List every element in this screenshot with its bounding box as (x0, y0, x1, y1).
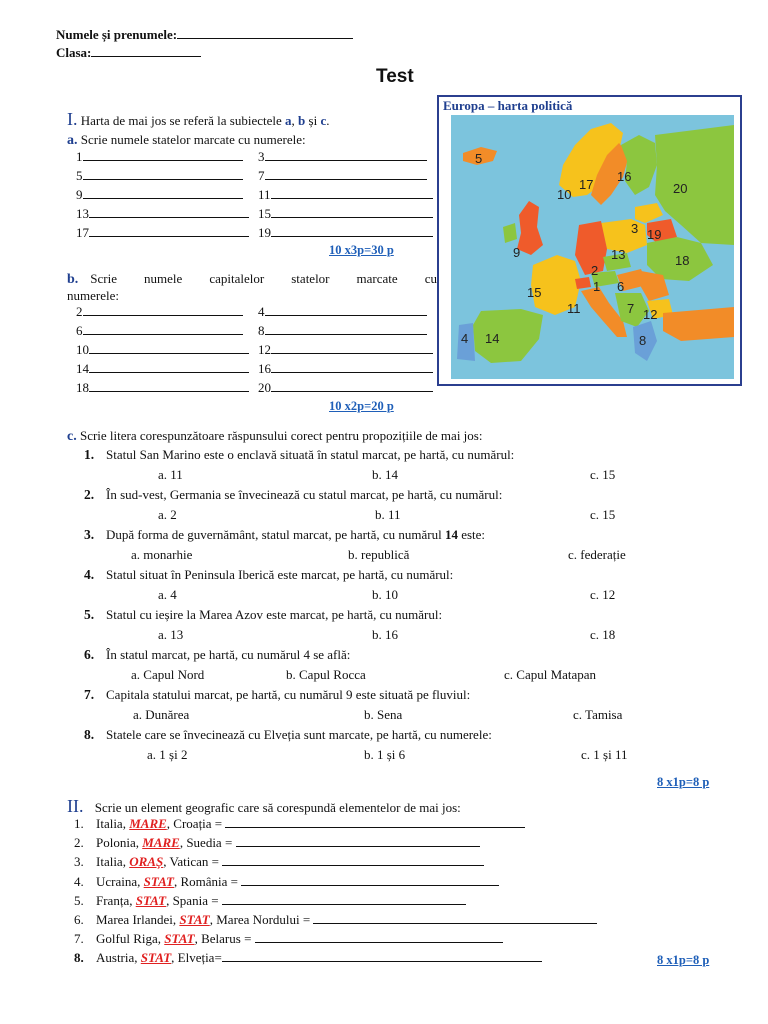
map-label-17: 17 (579, 177, 594, 192)
analogy-first-term: Austria, (96, 950, 141, 965)
question-text: Statul cu ieșire la Marea Azov este marcat, pe hartă, cu numărul: (106, 607, 443, 622)
capital-name-blank[interactable] (83, 324, 243, 335)
state-name-blank[interactable] (271, 226, 433, 237)
region-switzerland (575, 277, 591, 289)
question-number: 1. (84, 447, 95, 462)
answer-option-a[interactable]: a. 13 (158, 627, 184, 642)
answer-option-a[interactable]: a. 11 (158, 467, 183, 482)
subsection-c-text: Scrie litera corespunzătoare răspunsului corect pentru propozițiile de mai jos: (79, 428, 483, 443)
question-text: Statul San Marino este o enclavă situată în statul marcat, pe hartă, cu numărul: (106, 447, 515, 462)
analogy-second-term: , Vatican = (163, 854, 223, 869)
answer-option-c[interactable]: c. 1 și 11 (581, 747, 628, 762)
europe-map-svg (451, 115, 734, 379)
map-label-10: 10 (557, 187, 572, 202)
question-row (84, 607, 442, 623)
class-label: Clasa: (56, 45, 92, 60)
subsection-a-heading (67, 132, 306, 149)
answer-option-a[interactable]: a. monarhie (131, 547, 193, 562)
state-name-row (258, 187, 433, 203)
capital-name-blank[interactable] (265, 305, 427, 316)
map-label-7: 7 (627, 301, 635, 316)
map-label-20: 20 (673, 181, 688, 196)
map-label-12: 12 (643, 307, 658, 322)
map-label-13: 13 (611, 247, 626, 262)
name-label: Numele și prenumele: (56, 27, 178, 42)
capital-name-row (76, 380, 249, 396)
question-text-end: este: (457, 527, 486, 542)
map-label-16: 16 (617, 169, 632, 184)
answer-option-c[interactable]: c. 18 (590, 627, 616, 642)
capital-name-row (76, 361, 249, 377)
answer-option-a[interactable]: a. 1 și 2 (147, 747, 188, 762)
capital-name-row (258, 323, 427, 339)
state-name-number: 9 (76, 187, 83, 202)
answer-option-b[interactable]: b. 11 (375, 507, 401, 522)
analogy-row (74, 950, 542, 966)
analogy-number: 8. (74, 950, 84, 965)
state-name-number: 7 (258, 168, 265, 183)
analogy-second-term: , Croația = (166, 816, 226, 831)
capital-name-row (258, 342, 433, 358)
intro-end: . (326, 113, 330, 128)
ref-c: c (320, 113, 327, 128)
analogy-second-term: , Belarus = (194, 931, 255, 946)
state-name-number: 3 (258, 149, 265, 164)
analogy-keyword: STAT (143, 874, 174, 889)
section2-score: 8 x1p=8 p (657, 953, 710, 967)
answer-option-c[interactable]: c. Capul Matapan (504, 667, 597, 682)
question-row (84, 727, 492, 743)
analogy-row (74, 893, 466, 909)
analogy-row (74, 931, 503, 947)
question-row (84, 647, 350, 663)
answer-option-b[interactable]: b. republică (348, 547, 410, 562)
subsection-c-score: 8 x1p=8 p (657, 775, 710, 789)
capital-name-number: 12 (258, 342, 271, 357)
class-blank[interactable] (91, 46, 201, 57)
answer-option-b[interactable]: b. 14 (372, 467, 398, 482)
capital-name-blank[interactable] (89, 343, 249, 354)
question-number: 6. (84, 647, 95, 662)
capital-name-row (258, 304, 427, 320)
class-field-row (56, 45, 201, 61)
analogy-keyword: ORAȘ (129, 854, 164, 869)
analogy-row (74, 835, 480, 851)
answer-option-b[interactable]: b. Capul Rocca (286, 667, 366, 682)
state-name-blank[interactable] (271, 207, 433, 218)
section1-intro (67, 109, 329, 130)
question-text: Capitala statului marcat, pe hartă, cu numărul 9 este situată pe fluviul: (106, 687, 471, 702)
analogy-first-term: Italia, (96, 854, 130, 869)
subsection-b-text: Scrie numele capitalelor statelor marcate cu (90, 271, 437, 286)
analogy-answer-blank[interactable] (225, 817, 525, 828)
question-number: 4. (84, 567, 95, 582)
analogy-first-term: Italia, (96, 816, 130, 831)
capital-name-blank[interactable] (271, 343, 433, 354)
map-label-6: 6 (617, 279, 625, 294)
analogy-second-term: , Spania = (166, 893, 222, 908)
analogy-keyword: MARE (142, 835, 180, 850)
analogy-number: 4. (74, 874, 84, 889)
capital-name-blank[interactable] (271, 362, 433, 373)
state-name-blank[interactable] (83, 150, 243, 161)
state-name-row (76, 206, 249, 222)
map-label-2: 2 (591, 263, 599, 278)
subsection-b-score: 10 x2p=20 p (329, 399, 394, 413)
capital-name-blank[interactable] (83, 305, 243, 316)
map-label-19: 19 (647, 227, 662, 242)
capital-name-row (76, 304, 243, 320)
ref-a: a (285, 113, 292, 128)
intro-comma: , (291, 113, 299, 128)
subsection-c-letter: c. (67, 429, 77, 444)
map-label-8: 8 (639, 333, 647, 348)
analogy-row (74, 854, 484, 870)
capital-name-blank[interactable] (89, 362, 249, 373)
map-label-3: 3 (631, 221, 639, 236)
analogy-number: 3. (74, 854, 84, 869)
analogy-row (74, 874, 499, 890)
map-title: Europa – harta politică (443, 98, 573, 113)
analogy-answer-blank[interactable] (222, 894, 466, 905)
analogy-first-term: Polonia, (96, 835, 143, 850)
state-name-row (76, 187, 243, 203)
analogy-number: 1. (74, 816, 84, 831)
section2-roman: II. (67, 796, 84, 816)
question-row (84, 527, 485, 543)
state-name-number: 19 (258, 225, 271, 240)
state-name-number: 11 (258, 187, 271, 202)
state-name-blank[interactable] (83, 169, 243, 180)
analogy-number: 6. (74, 912, 84, 927)
analogy-number: 2. (74, 835, 84, 850)
analogy-answer-blank[interactable] (241, 875, 499, 886)
analogy-number: 5. (74, 893, 84, 908)
capital-name-number: 18 (76, 380, 89, 395)
map-label-11: 11 (567, 301, 581, 316)
state-name-number: 13 (76, 206, 89, 221)
answer-option-b[interactable]: b. 16 (372, 627, 398, 642)
answer-option-c[interactable]: c. 15 (590, 507, 616, 522)
question-text: În statul marcat, pe hartă, cu numărul 4 se află: (106, 647, 351, 662)
state-name-row (258, 225, 433, 241)
page-title: Test (376, 66, 414, 87)
analogy-second-term: , Suedia = (179, 835, 236, 850)
capital-name-row (76, 323, 243, 339)
capital-name-row (76, 342, 249, 358)
state-name-row (258, 168, 427, 184)
map-label-1: 1 (593, 279, 601, 294)
question-text: Statul situat în Peninsula Iberică este marcat, pe hartă, cu numărul: (106, 567, 454, 582)
analogy-keyword: STAT (135, 893, 167, 908)
state-name-row (76, 149, 243, 165)
analogy-answer-blank[interactable] (222, 855, 484, 866)
capital-name-number: 8 (258, 323, 265, 338)
analogy-first-term: Marea Irlandei, (96, 912, 180, 927)
capital-name-number: 6 (76, 323, 83, 338)
state-name-blank[interactable] (83, 188, 243, 199)
question-number: 2. (84, 487, 95, 502)
analogy-keyword: STAT (140, 950, 172, 965)
state-name-number: 5 (76, 168, 83, 183)
capital-name-blank[interactable] (271, 381, 433, 392)
capital-name-blank[interactable] (89, 381, 249, 392)
subsection-c-heading (67, 428, 482, 445)
question-text: În sud-vest, Germania se învecinează cu statul marcat, pe hartă, cu numărul: (106, 487, 503, 502)
subsection-a-text: Scrie numele statelor marcate cu numerele: (80, 132, 306, 147)
map-label-14: 14 (485, 331, 500, 346)
section2-heading (67, 796, 461, 817)
europe-map (437, 95, 742, 386)
analogy-number: 7. (74, 931, 84, 946)
answer-option-a[interactable]: a. Capul Nord (131, 667, 205, 682)
capital-name-row (258, 361, 433, 377)
question-number: 3. (84, 527, 95, 542)
question-row (84, 687, 470, 703)
subsection-a-score: 10 x3p=30 p (329, 243, 394, 257)
map-label-18: 18 (675, 253, 690, 268)
answer-option-b[interactable]: b. Sena (364, 707, 403, 722)
answer-option-c[interactable]: c. 12 (590, 587, 616, 602)
section1-roman: I. (67, 109, 78, 129)
analogy-second-term: , Elveția= (171, 950, 222, 965)
answer-option-c[interactable]: c. Tamisa (573, 707, 623, 722)
question-number: 7. (84, 687, 95, 702)
state-name-number: 15 (258, 206, 271, 221)
question-text-bold: 14 (444, 527, 458, 542)
analogy-keyword: STAT (164, 931, 195, 946)
subsection-b-heading (67, 271, 437, 304)
region-turkey (663, 307, 734, 341)
answer-option-a[interactable]: a. 4 (158, 587, 177, 602)
state-name-number: 17 (76, 225, 89, 240)
state-name-row (258, 206, 433, 222)
name-blank[interactable] (177, 28, 353, 39)
state-name-blank[interactable] (265, 169, 427, 180)
analogy-row (74, 912, 597, 928)
question-row (84, 487, 502, 503)
analogy-second-term: , Marea Nordului = (209, 912, 314, 927)
ref-b: b (298, 113, 306, 128)
capital-name-blank[interactable] (265, 324, 427, 335)
answer-option-c[interactable]: c. federație (568, 547, 626, 562)
capital-name-number: 4 (258, 304, 265, 319)
subsection-a-letter: a. (67, 133, 78, 148)
analogy-keyword: STAT (179, 912, 210, 927)
question-number: 5. (84, 607, 95, 622)
section2-text: Scrie un element geografic care să corespundă elementelor de mai jos: (94, 800, 461, 815)
map-label-4: 4 (461, 331, 469, 346)
answer-option-b[interactable]: b. 1 și 6 (364, 747, 406, 762)
analogy-first-term: Golful Riga, (96, 931, 165, 946)
answer-option-a[interactable]: a. 2 (158, 507, 177, 522)
section1-intro-text: Harta de mai jos se referă la subiectele (80, 113, 286, 128)
answer-option-c[interactable]: c. 15 (590, 467, 616, 482)
analogy-row (74, 816, 525, 832)
question-number: 8. (84, 727, 95, 742)
analogy-second-term: , România = (174, 874, 242, 889)
capital-name-number: 14 (76, 361, 89, 376)
question-text: După forma de guvernământ, statul marcat, pe hartă, cu numărul (106, 527, 445, 542)
analogy-first-term: Franța, (96, 893, 136, 908)
state-name-row (76, 225, 249, 241)
question-text: Statele care se învecinează cu Elveția sunt marcate, pe hartă, cu numerele: (106, 727, 492, 742)
analogy-first-term: Ucraina, (96, 874, 144, 889)
analogy-keyword: MARE (129, 816, 167, 831)
analogy-answer-blank[interactable] (222, 951, 542, 962)
subsection-b-letter: b. (67, 272, 79, 287)
state-name-blank[interactable] (271, 188, 433, 199)
state-name-blank[interactable] (89, 226, 249, 237)
capital-name-number: 2 (76, 304, 83, 319)
state-name-row (258, 149, 427, 165)
answer-option-a[interactable]: a. Dunărea (133, 707, 190, 722)
capital-name-number: 10 (76, 342, 89, 357)
state-name-number: 1 (76, 149, 83, 164)
subsection-b-text2: numerele: (67, 288, 119, 303)
map-label-15: 15 (527, 285, 542, 300)
question-row (84, 567, 453, 583)
state-name-row (76, 168, 243, 184)
state-name-blank[interactable] (89, 207, 249, 218)
name-field-row (56, 27, 353, 43)
analogy-answer-blank[interactable] (236, 836, 480, 847)
state-name-blank[interactable] (265, 150, 427, 161)
map-label-5: 5 (475, 151, 483, 166)
capital-name-number: 20 (258, 380, 271, 395)
analogy-answer-blank[interactable] (313, 913, 597, 924)
capital-name-number: 16 (258, 361, 271, 376)
intro-and: și (305, 113, 321, 128)
question-row (84, 447, 514, 463)
analogy-answer-blank[interactable] (255, 932, 503, 943)
answer-option-b[interactable]: b. 10 (372, 587, 398, 602)
capital-name-row (258, 380, 433, 396)
map-label-9: 9 (513, 245, 521, 260)
